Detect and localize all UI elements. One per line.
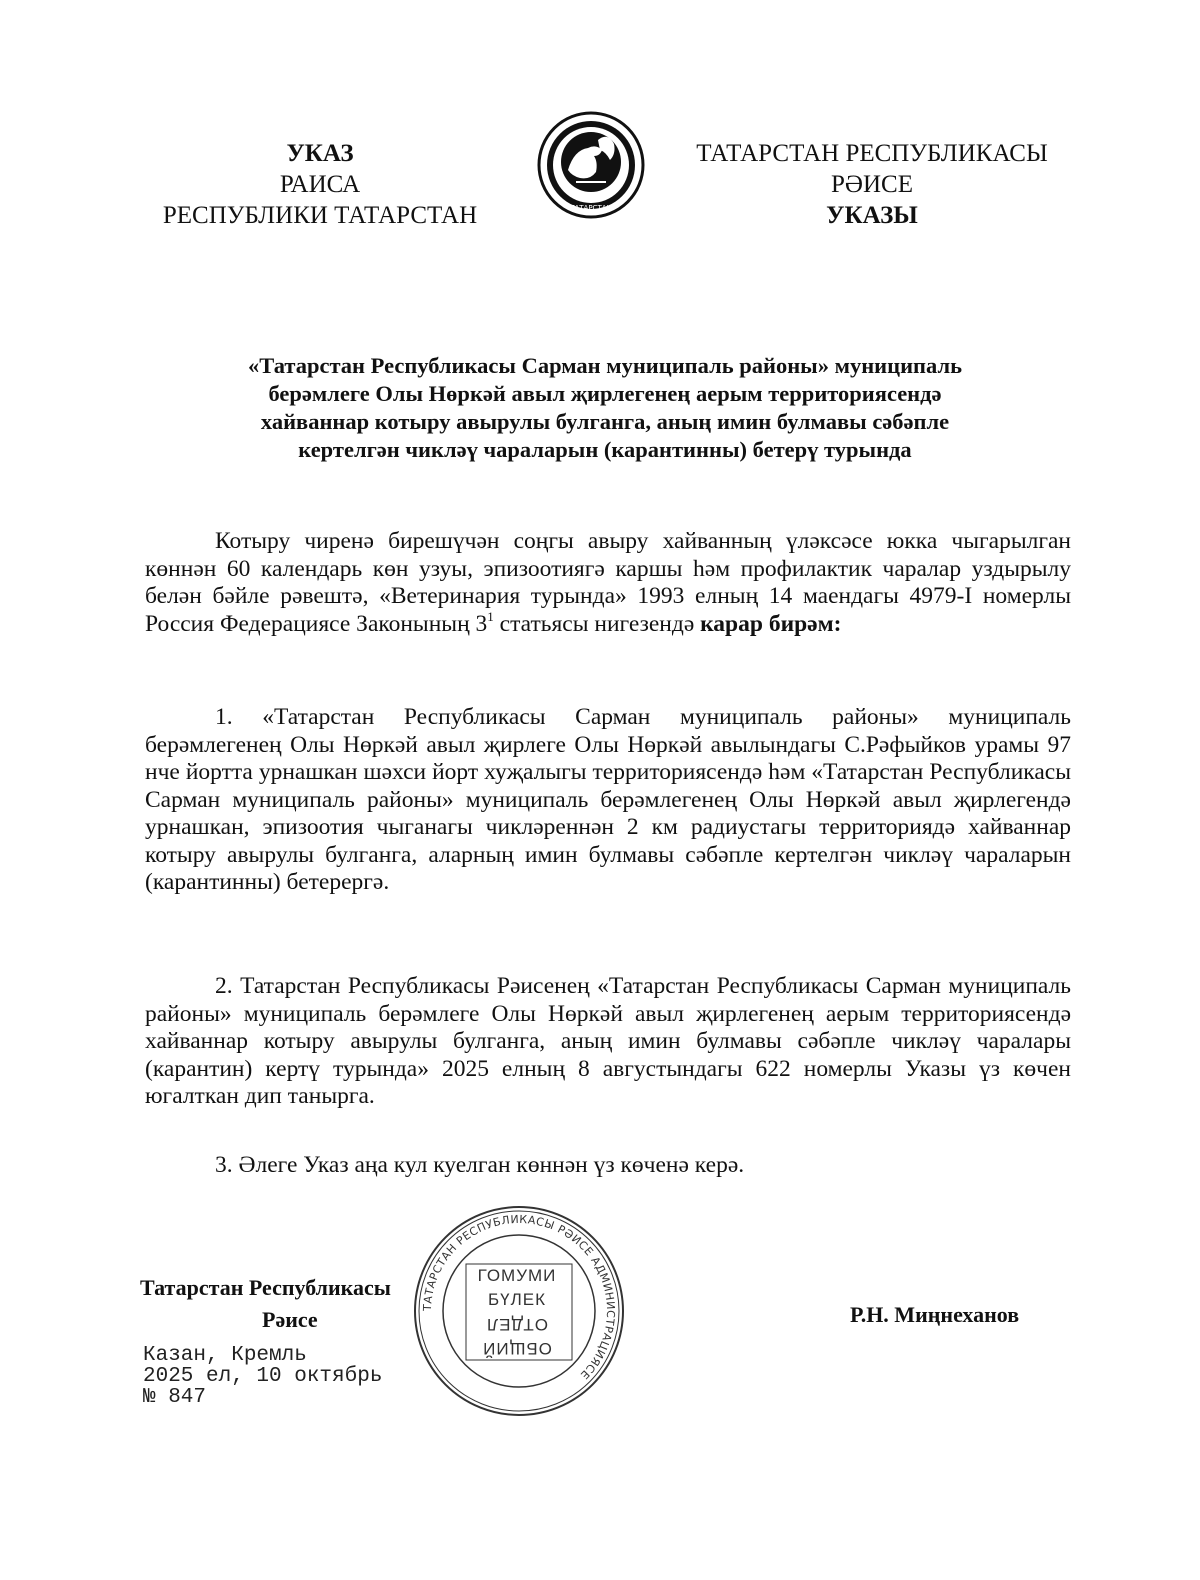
header-right-line1: ТАТАРСТАН РЕСПУБЛИКАСЫ <box>696 140 1048 167</box>
preamble-text: Котыру чиренә бирешүчән соңгы авыру хайванның үләксәсе юкка чыгарылган көннән 60 календарь көн узуы, эпизоотиягә каршы һәм профилактик чаралар уздырылу белән бәйле рәвештә, «Ветеринария турында» 1993 елның 14 маендагы 4979-I номерлы Россия Федерациясе Законының 3 <box>145 528 1071 637</box>
stamp-inner-text <box>466 1264 568 1360</box>
header-left-line3: РЕСПУБЛИКИ ТАТАРСТАН <box>162 202 478 229</box>
stamp-line2: БҮЛЕК <box>487 1290 546 1309</box>
header-left-line1: УКАЗ <box>286 140 354 167</box>
title-line: берәмлеге Олы Нөркәй авыл җирлегенең аерым территориясендә <box>268 381 942 406</box>
header-right-line2: РӘИСЕ <box>831 171 913 198</box>
decree-title <box>140 352 1070 464</box>
article-superscript: 1 <box>487 608 494 624</box>
position-line2: Рәисе <box>262 1307 318 1332</box>
position-line1: Татарстан Республикасы <box>140 1275 391 1300</box>
stamp-line1: ГОМУМИ <box>477 1266 557 1285</box>
item-3-paragraph: 3. Әлеге Указ аңа кул куелган көннән үз көченә керә. <box>215 1152 745 1178</box>
preamble-paragraph <box>145 528 1071 638</box>
issue-number: № 847 <box>143 1386 207 1409</box>
stamp-line3: ОТДЕЛ <box>485 1315 549 1334</box>
header-right-line3: УКАЗЫ <box>826 202 918 229</box>
header-left-ru <box>140 138 500 231</box>
decision-phrase: карар бирәм: <box>700 610 842 637</box>
header-left-line2: РАИСА <box>279 171 361 198</box>
title-line: «Татарстан Республикасы Сарман муниципаль районы» муниципаль <box>248 353 962 378</box>
issue-place: Казан, Кремль <box>143 1344 307 1367</box>
emblem-ring-text: ТАТАРСТАН <box>570 204 612 212</box>
header-right-tt <box>672 138 1072 231</box>
item-2-paragraph: 2. Татарстан Республикасы Рәисенең «Татарстан Республикасы Сарман муниципаль районы» муниципаль берәмлеге Олы Нөркәй авыл җирлегенең аерым территориясендә хайваннар котыру авырулы булганга, аның имин булмавы сәбәпле чикләү чаралары (карантин) кертү турында» 2025 елның 8 августындагы 622 номерлы Указы үз көчен югалткан дип танырга. <box>145 973 1071 1109</box>
stamp-ring-text: ТАТАРСТАН РЕСПУБЛИКАСЫ РӘИСЕ АДМИНИСТРАЦИЯСЕ <box>420 1212 618 1382</box>
item-1-paragraph: 1. «Татарстан Республикасы Сарман муниципаль районы» муниципаль берәмлегенең Олы Нөркәй авыл җирлеге Олы Нөркәй авылындагы С.Рәфыйков урамы 97 нче йортта урнашкан шәхси йорт хуҗалыгы территориясендә һәм «Татарстан Республикасы Сарман муниципаль районы» муниципаль берәмлегенең Олы Нөркәй авыл җирлегендә урнашкан, эпизоотия чыганагы чикләреннән 2 км радиустагы территориядә хайваннар котыру авырулы булганга, аларның имин булмавы сәбәпле кертелгән чикләү чараларын (карантинны) бетерергә. <box>145 704 1071 895</box>
tatarstan-emblem-icon <box>536 110 646 220</box>
signatory-name: Р.Н. Миңнеханов <box>850 1302 1020 1327</box>
preamble-text-cont: статьясы нигезендә <box>493 610 701 637</box>
title-line: кертелгән чикләү чараларын (карантинны) бетерү турында <box>298 437 912 462</box>
stamp-line4: ОБЩИЙ <box>482 1339 552 1358</box>
title-line: хайваннар котыру авырулы булганга, аның имин булмавы сәбәпле <box>260 409 950 434</box>
issue-info <box>143 1345 382 1408</box>
issue-date: 2025 ел, 10 октябрь <box>143 1365 383 1388</box>
